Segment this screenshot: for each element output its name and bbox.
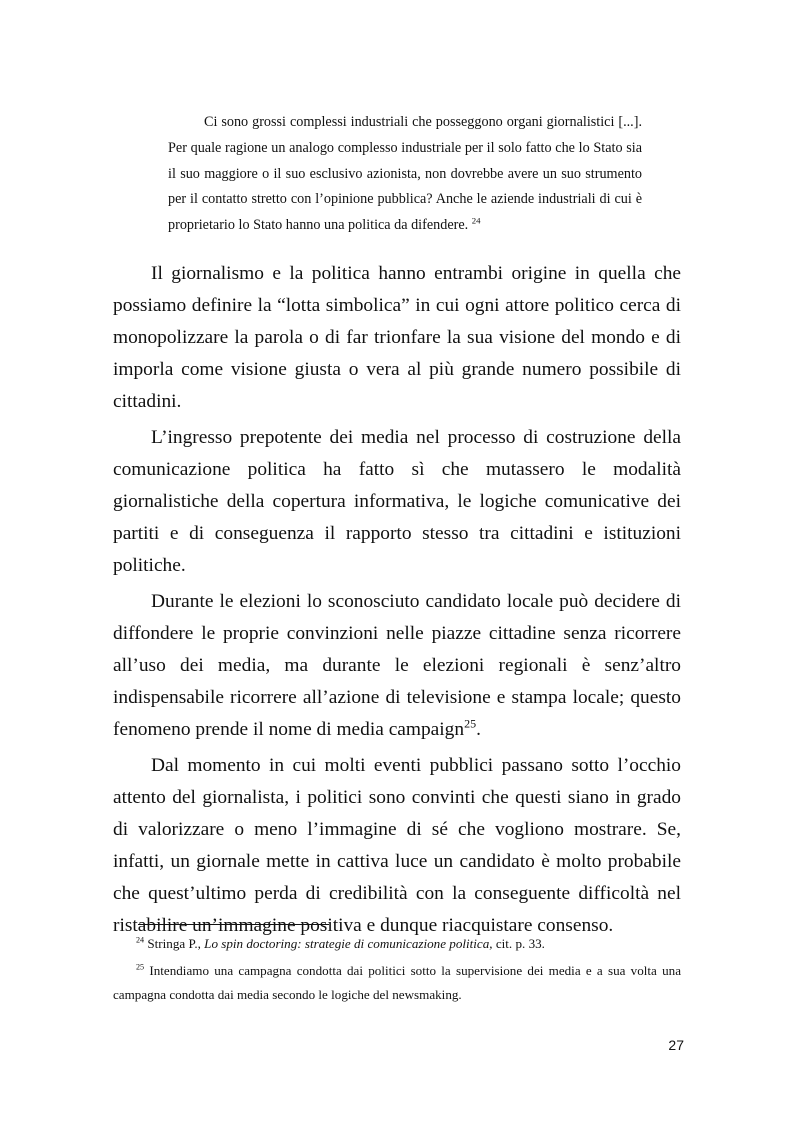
footnote-24-title: Lo spin doctoring: strategie di comunicazione politica, (204, 936, 493, 951)
paragraph-2 (113, 422, 681, 582)
paragraph-3-text: Durante le elezioni lo sconosciuto candidato locale può decidere di diffondere le proprie convinzioni nelle piazze cittadine senza ricorrere all’uso dei media, ma durante le elezioni regionali è senz’altro indispensabile ricorrere all’azione di televisione e stampa locale; questo fenomeno prende il nome di media campaign (113, 591, 681, 740)
footnote-ref-24: 24 (471, 215, 481, 226)
block-quote-text: Ci sono grossi complessi industriali che posseggono organi giornalistici [...]. Per quale ragione un analogo complesso industriale per il solo fatto che lo Stato sia il suo maggiore o il suo esclusivo azionista, non dovrebbe avere un suo strumento per il contatto stretto con l’opinione pubblica? Anche le aziende industriali di cui è proprietario lo Stato hanno una politica da difendere. (168, 114, 642, 234)
paragraph-3-end: . (476, 719, 481, 740)
paragraph-4-text: Dal momento in cui molti eventi pubblici passano sotto l’occhio attento del giornalista, i politici sono convinti che questi siano in grado di valorizzare o meno l’immagine di sé che vogliono mostrare. Se, infatti, un giornale mette in cattiva luce un candidato è molto probabile che quest’ultimo perda di credibilità con la conseguente difficoltà nel ristabilire un’immagine positiva e dunque riacquistare consenso. (113, 755, 681, 936)
paragraph-3 (113, 586, 681, 746)
block-quote (168, 110, 642, 239)
body-text (113, 258, 681, 946)
paragraph-2-text: L’ingresso prepotente dei media nel processo di costruzione della comunicazione politica ha fatto sì che mutassero le modalità giornalistiche della copertura informativa, le logiche comunicative dei partiti e di conseguenza il rapporto stesso tra cittadini e istituzioni politiche. (113, 427, 681, 576)
paragraph-4 (113, 750, 681, 942)
footnote-separator (138, 924, 329, 925)
footnote-25-text: Intendiamo una campagna condotta dai politici sotto la supervisione dei media e a sua volta una campagna condotta dai media secondo le logiche del newsmaking. (113, 963, 682, 1002)
paragraph-1 (113, 258, 681, 418)
footnote-24-number: 24 (136, 935, 145, 945)
footnotes (113, 932, 681, 1010)
paragraph-1-text: Il giornalismo e la politica hanno entrambi origine in quella che possiamo definire la “lotta simbolica” in cui ogni attore politico cerca di monopolizzare la parola o di far trionfare la sua visione del mondo e di imporla come visione giusta o vera al più grande numero possibile di cittadini. (113, 263, 681, 412)
footnote-24-citation: cit. p. 33. (495, 936, 545, 951)
footnote-ref-25: 25 (464, 716, 477, 731)
footnote-25 (113, 959, 681, 1007)
footnote-24 (113, 932, 681, 956)
footnote-25-number: 25 (136, 962, 145, 972)
page-number: 27 (668, 1037, 684, 1053)
footnote-24-author: Stringa P., (147, 936, 201, 951)
